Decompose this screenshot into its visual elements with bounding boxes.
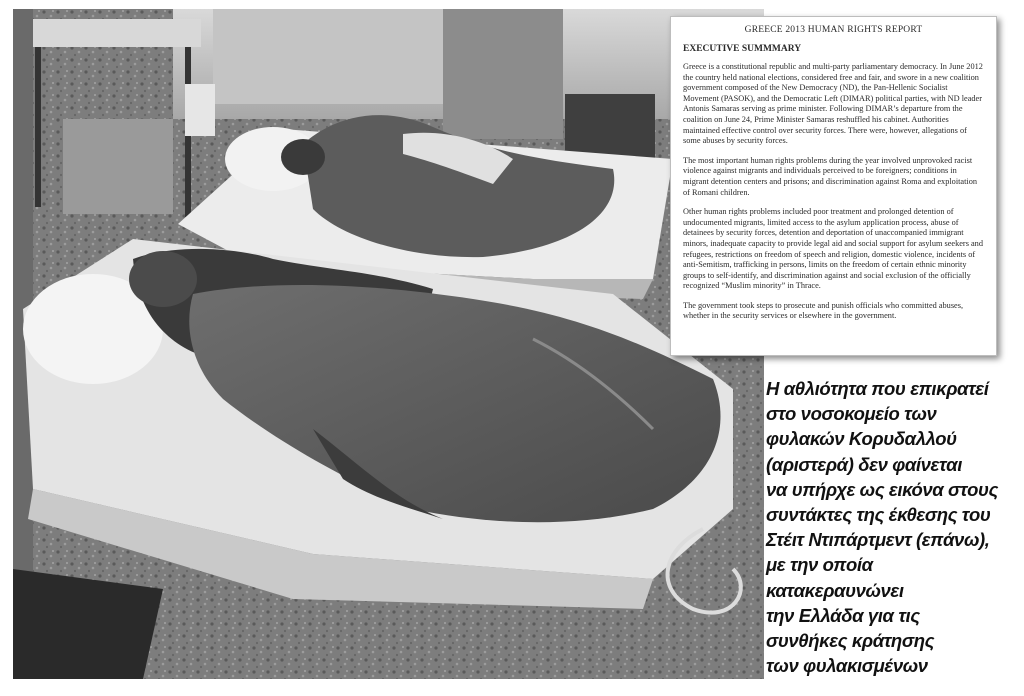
caption-line: να υπήρχε ως εικόνα στους <box>766 478 998 500</box>
background-bed <box>213 9 453 104</box>
photo-caption <box>766 376 1021 678</box>
caption-line: Στέιτ Ντιπάρτμεντ (επάνω), <box>766 529 990 551</box>
human-rights-report-excerpt <box>670 16 997 356</box>
caption-line: των φυλακισμένων <box>766 655 928 677</box>
caption-line: συντάκτες της έκθεσης του <box>766 504 991 526</box>
caption-line: Η αθλιότητα που επικρατεί <box>766 378 989 399</box>
caption-line: στο νοσοκομείο των <box>766 403 937 425</box>
photo-illustration <box>13 9 764 679</box>
caption-line: (αριστερά) δεν φαίνεται <box>766 453 962 475</box>
caption-line: φυλακών Κορυδαλλού <box>766 428 957 450</box>
report-paragraph: Other human rights problems included poor treatment and prolonged detention of undocumented migrants, limited access to the asylum application process, abuse of detainees by security forces, detention and deportation of unaccompanied immigrant minors, inadequate capacity to provide legal aid and social support for asylum seekers and refugees, restrictions on freedom of speech and religion, domestic violence, incidents of anti-Semitism, trafficking in persons, limits on the freedom of certain ethnic minority groups to self-identify, and discrimination against and social exclusion of the officially recognized “Muslim minority” in Thrace. <box>683 207 983 291</box>
caption-line: συνθήκες κράτησης <box>766 630 935 652</box>
caption-line: την Ελλάδα για τις <box>766 604 920 626</box>
report-section-heading: EXECUTIVE SUMMMARY <box>683 44 802 54</box>
report-paragraph: The most important human rights problems during the year involved unprovoked racist violence against migrants and individuals perceived to be foreigners; conditions in migrant detention centers and prisons; and discrimination against Roma and exploitation of Romani children. <box>683 155 978 197</box>
report-paragraph: The government took steps to prosecute and punish officials who committed abuses, whether in the security services or elsewhere in the government. <box>683 300 964 321</box>
report-title: GREECE 2013 HUMAN RIGHTS REPORT <box>744 25 923 35</box>
caption-line: κατακεραυνώνει <box>766 579 904 601</box>
prison-hospital-photo <box>13 9 764 679</box>
report-paragraph: Greece is a constitutional republic and multi-party parliamentary democracy. In June 2012 the country held national elections, considered free and fair, and swore in a new coalition government composed of the New Democracy (ND), the Pan-Hellenic Socialist Movement (PASOK), and the Democratic Left (DIMAR) political parties, with ND leader Antonis Samaras serving as prime minister. Following DIMAR’s departure from the coalition on June 24, Prime Minister Samaras reshuffled his cabinet. Authorities maintained effective control over security forces. There were, however, allegations of some abuses by security forces. <box>683 62 983 146</box>
caption-line: με την οποία <box>766 554 873 576</box>
